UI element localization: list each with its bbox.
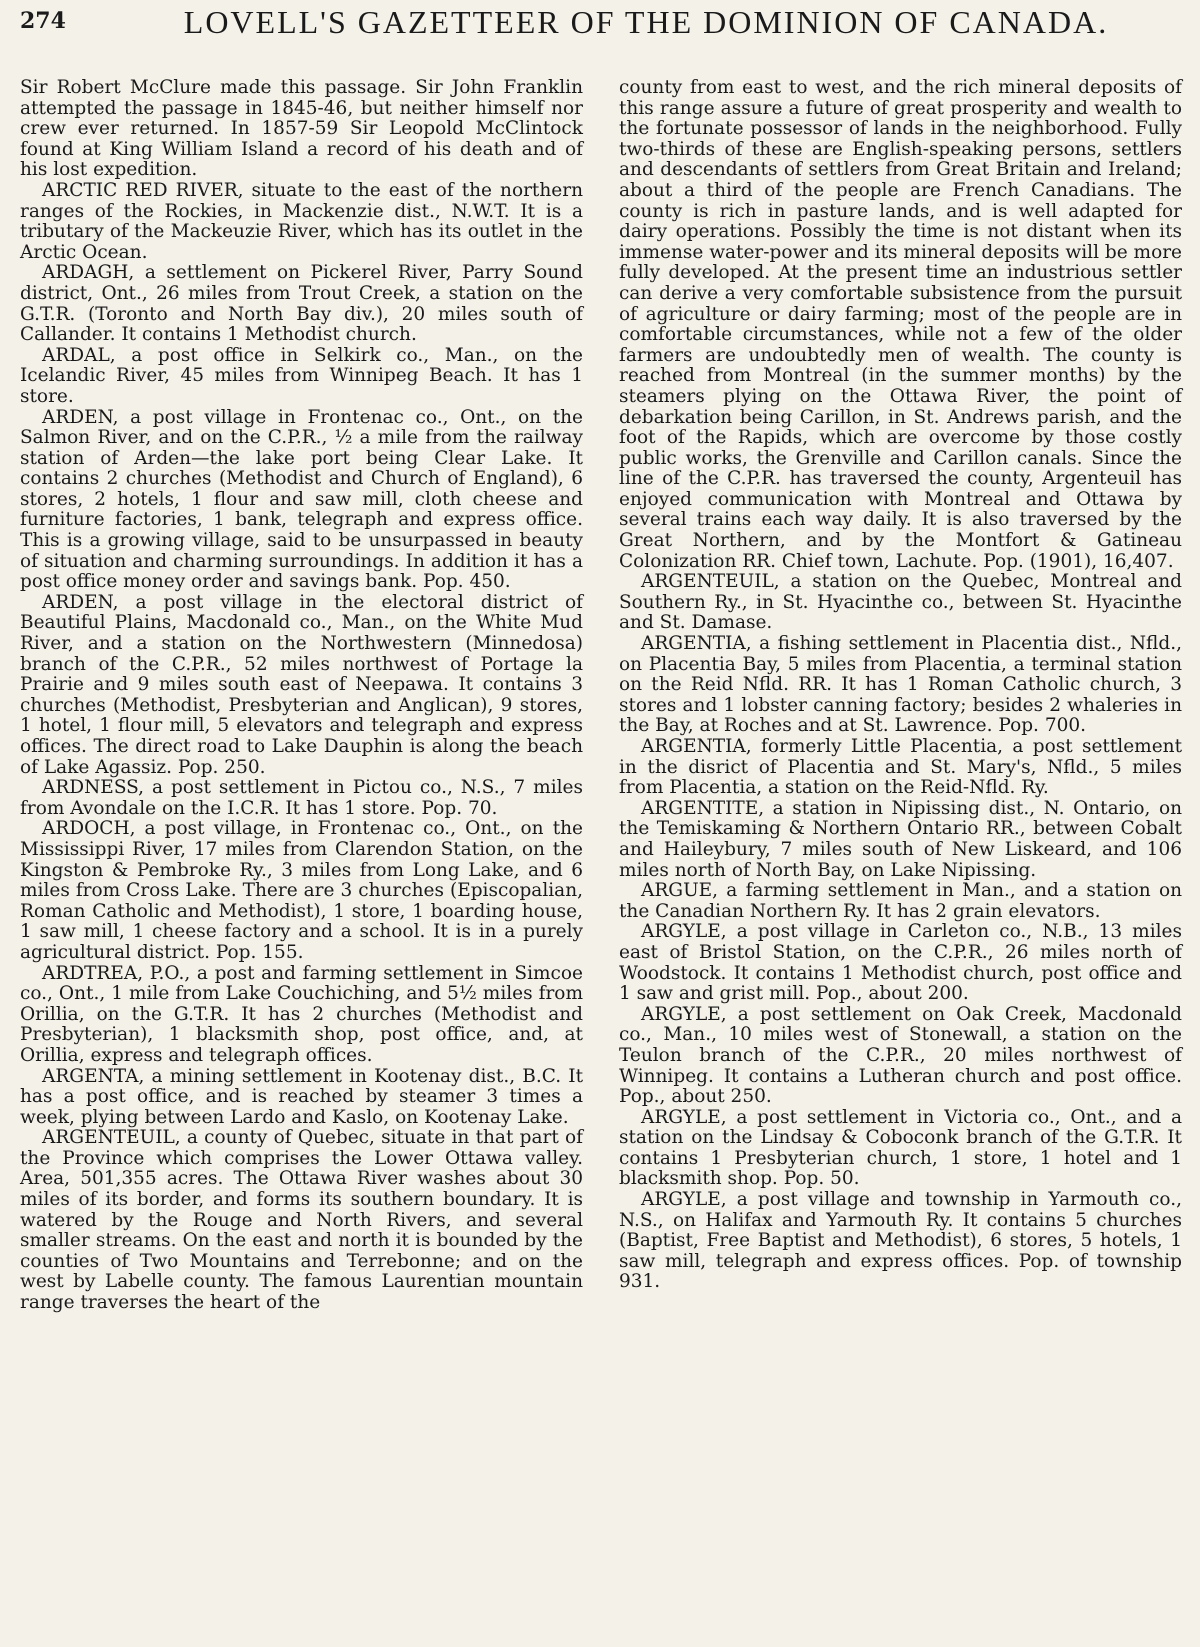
entry-argenta: ARGENTA, a mining settlement in Kootenay dist., B.C. It has a post office, and is reached by steamer 3 times a week, plying between Lardo and Kaslo, on Kootenay Lake. (20, 1065, 583, 1128)
entry-argyle-ns: ARGYLE, a post village and township in Yarmouth co., N.S., on Halifax and Yarmouth Ry. It contains 5 churches (Baptist, Free Baptist and Methodist), 6 stores, 5 hotels, 1 saw mill, telegraph and express offices. Pop. of township 931. (619, 1189, 1182, 1293)
running-title: LOVELL'S GAZETTEER OF THE DOMINION OF CANADA. (183, 4, 1109, 40)
entry-argue: ARGUE, a farming settlement in Man., and a station on the Canadian Northern Ry. It has 2 grain elevators. (619, 880, 1182, 922)
text-columns (20, 78, 1182, 1314)
entry-ardagh: ARDAGH, a settlement on Pickerel River, Parry Sound district, Ont., 26 miles from Trout Creek, a station on the G.T.R. (Toronto and North Bay div.), 20 miles south of Callander. It contains 1 Methodist church. (20, 262, 583, 346)
page-number: 274 (20, 8, 66, 34)
continuation-paragraph: Sir Robert McClure made this passage. Sir John Franklin attempted the passage in 1845-46, but neither himself nor crew ever returned. In 1857-59 Sir Leopold McClintock found at King William Island a record of his death and of his lost expedition. (20, 77, 583, 181)
right-column (619, 78, 1182, 1314)
entry-argyle-ont: ARGYLE, a post settlement in Victoria co., Ont., and a station on the Lindsay & Coboconk branch of the G.T.R. It contains 1 Presbyterian church, 1 store, 1 hotel and 1 blacksmith shop. Pop. 50. (619, 1106, 1182, 1190)
entry-ardoch: ARDOCH, a post village, in Frontenac co., Ont., on the Mississippi River, 17 miles from Clarendon Station, on the Kingston & Pembroke Ry., 3 miles from Long Lake, and 6 miles from Cross Lake. There are 3 churches (Episcopalian, Roman Catholic and Methodist), 1 store, 1 boarding house, 1 saw mill, 1 cheese factory and a school. It is in a purely agricultural district. Pop. 155. (20, 818, 583, 963)
entry-argenteuil-station: ARGENTEUIL, a station on the Quebec, Montreal and Southern Ry., in St. Hyacinthe co., between St. Hyacinthe and St. Damase. (619, 571, 1182, 634)
entry-arctic-red-river: ARCTIC RED RIVER, situate to the east of the northern ranges of the Rockies, in Mackenzie dist., N.W.T. It is a tributary of the Mackeuzie River, which has its outlet in the Arctic Ocean. (20, 179, 583, 263)
entry-argenteuil-county: ARGENTEUIL, a county of Quebec, situate in that part of the Province which comprises the Lower Ottawa valley. Area, 501,355 acres. The Ottawa River washes about 30 miles of its border, and forms its southern boundary. It is watered by the Rouge and North Rivers, and several smaller streams. On the east and north it is bounded by the counties of Two Mountains and Terrebonne; and on the west by Labelle county. The famous Laurentian mountain range traverses the heart of the (20, 1127, 583, 1314)
left-column (20, 78, 583, 1314)
entry-ardal: ARDAL, a post office in Selkirk co., Man., on the Icelandic River, 45 miles from Winnipeg Beach. It has 1 store. (20, 344, 583, 407)
page-header (20, 4, 1182, 78)
entry-ardness: ARDNESS, a post settlement in Pictou co., N.S., 7 miles from Avondale on the I.C.R. It has 1 store. Pop. 70. (20, 777, 583, 819)
entry-arden-man: ARDEN, a post village in the electoral district of Beautiful Plains, Macdonald co., Man., on the White Mud River, and a station on the Northwestern (Minnedosa) branch of the C.P.R., 52 miles northwest of Portage la Prairie and 9 miles south east of Neepawa. It contains 3 churches (Methodist, Presbyterian and Anglican), 9 stores, 1 hotel, 1 flour mill, 5 elevators and telegraph and express offices. The direct road to Lake Dauphin is along the beach of Lake Agassiz. Pop. 250. (20, 591, 583, 778)
entry-argentia-post: ARGENTIA, formerly Little Placentia, a post settlement in the disrict of Placentia and St. Mary's, Nfld., 5 miles from Placentia, a station on the Reid-Nfld. Ry. (619, 736, 1182, 799)
entry-ardtrea: ARDTREA, P.O., a post and farming settlement in Simcoe co., Ont., 1 mile from Lake Couchiching, and 5½ miles from Orillia, on the G.T.R. It has 2 churches (Methodist and Presbyterian), 1 blacksmith shop, post office, and, at Orillia, express and telegraph offices. (20, 962, 583, 1066)
entry-argentia-fishing: ARGENTIA, a fishing settlement in Placentia dist., Nfld., on Placentia Bay, 5 miles from Placentia, a terminal station on the Reid Nfld. RR. It has 1 Roman Catholic church, 3 stores and 1 lobster canning factory; besides 2 whaleries in the Bay, at Roches and at St. Lawrence. Pop. 700. (619, 633, 1182, 737)
continuation-paragraph: county from east to west, and the rich mineral deposits of this range assure a future of great prosperity and wealth to the fortunate possessor of lands in the neighborhood. Fully two-thirds of these are English-speaking persons, settlers and descendants of settlers from Great Britain and Ireland; about a third of the people are French Canadians. The county is rich in pasture lands, and is well adapted for dairy operations. Possibly the time is not distant when its immense water-power and its mineral deposits will be more fully developed. At the present time an industrious settler can derive a very comfortable subsistence from the pursuit of agriculture or dairy farming; most of the people are in comfortable circumstances, while not a few of the older farmers are undoubtedly men of wealth. The county is reached from Montreal (in the summer months) by the steamers plying on the Ottawa River, the point of debarkation being Carillon, in St. Andrews parish, and the foot of the Rapids, which are overcome by those costly public works, the Grenville and Carillon canals. Since the line of the C.P.R. has traversed the county, Argenteuil has enjoyed communication with Montreal and Ottawa by several trains each way daily. It is also traversed by the Great Northern, and by the Montfort & Gatineau Colonization RR. Chief town, Lachute. Pop. (1901), 16,407. (619, 77, 1183, 572)
entry-arden-ont: ARDEN, a post village in Frontenac co., Ont., on the Salmon River, and on the C.P.R., ½ a mile from the railway station of Arden—the lake port being Clear Lake. It contains 2 churches (Methodist and Church of England), 6 stores, 2 hotels, 1 flour and saw mill, cloth cheese and furniture factories, 1 bank, telegraph and express office. This is a growing village, said to be unsurpassed in beauty of situation and charming surroundings. In addition it has a post office money order and savings bank. Pop. 450. (20, 406, 583, 593)
entry-argyle-man: ARGYLE, a post settlement on Oak Creek, Macdonald co., Man., 10 miles west of Stonewall, a station on the Teulon branch of the C.P.R., 20 miles northwest of Winnipeg. It contains a Lutheran church and post office. Pop., about 250. (619, 1003, 1182, 1108)
entry-argyle-nb: ARGYLE, a post village in Carleton co., N.B., 13 miles east of Bristol Station, on the C.P.R., 26 miles north of Woodstock. It contains 1 Methodist church, post office and 1 saw and grist mill. Pop., about 200. (619, 921, 1182, 1005)
entry-argentite: ARGENTITE, a station in Nipissing dist., N. Ontario, on the Temiskaming & Northern Ontario RR., between Cobalt and Haileybury, 7 miles south of New Liskeard, and 106 miles north of North Bay, on Lake Nipissing. (619, 797, 1182, 881)
